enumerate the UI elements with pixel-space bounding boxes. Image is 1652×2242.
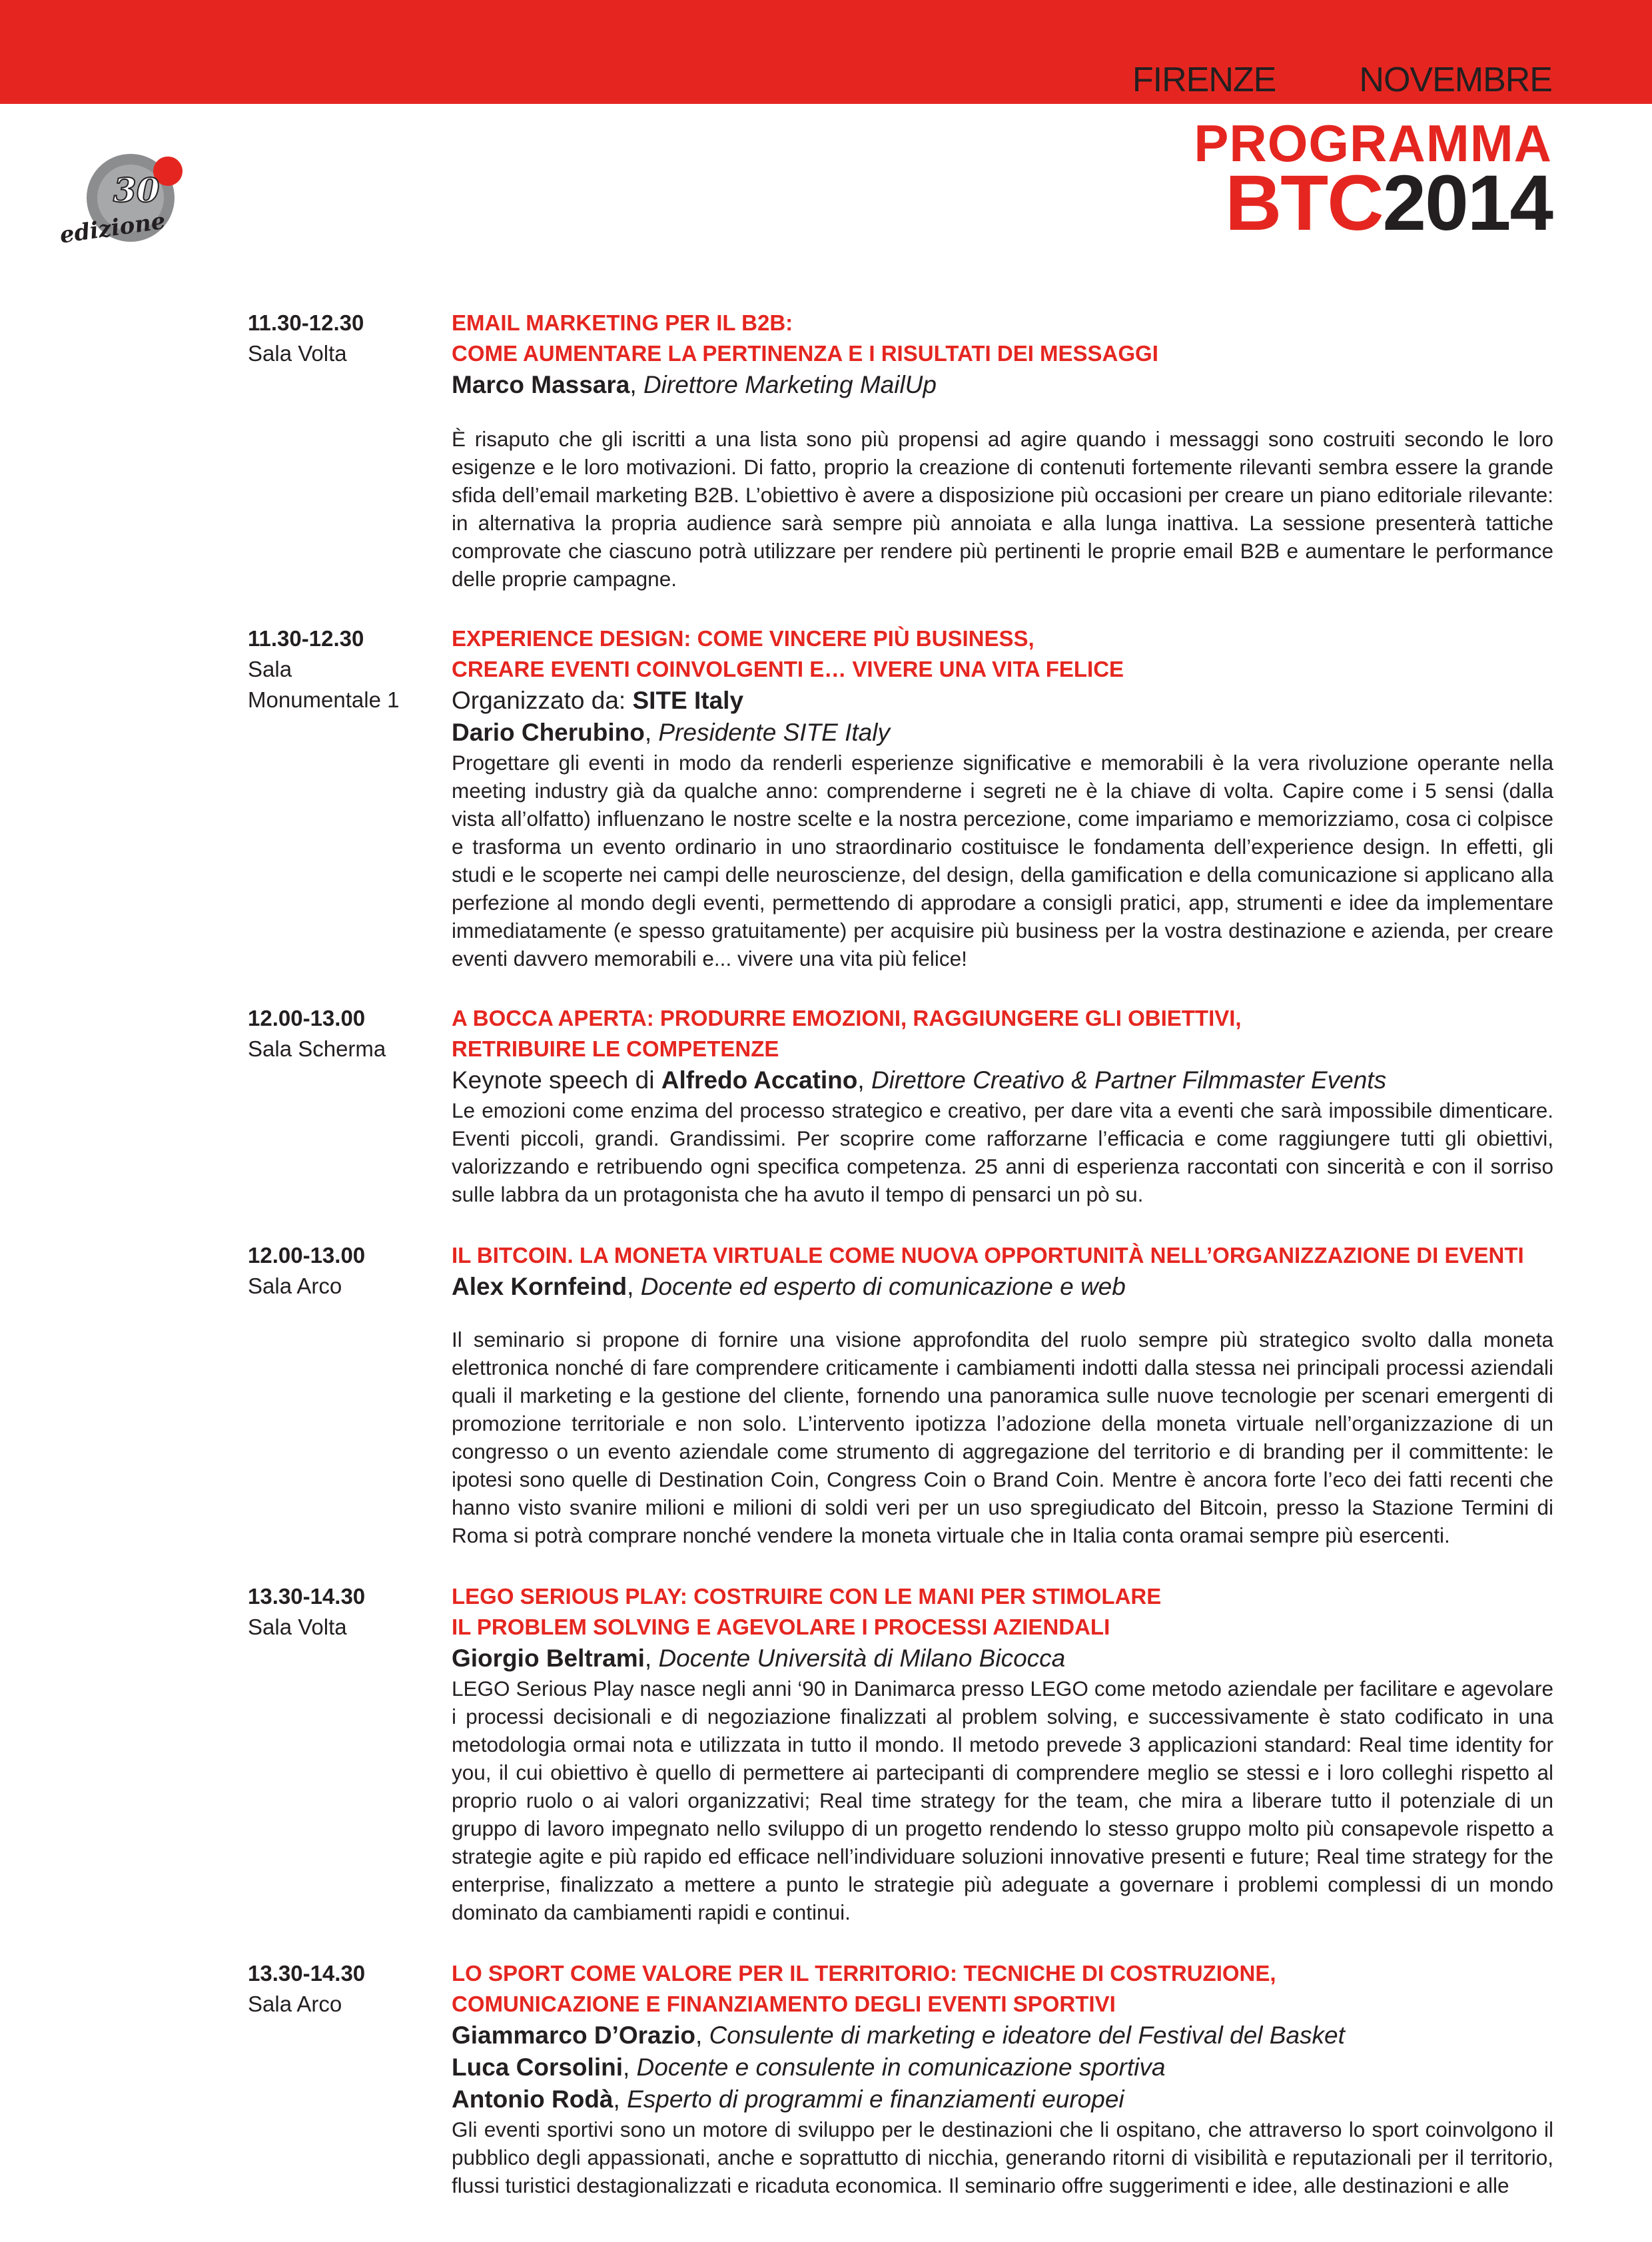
session-content xyxy=(452,1240,1553,1549)
speaker-separator: , xyxy=(629,371,643,398)
speaker-role: Direttore Marketing MailUp xyxy=(643,371,937,398)
speaker-role: Consulente di marketing e ideatore del Festival del Basket xyxy=(709,2022,1345,2049)
session-room: Sala Scherma xyxy=(248,1036,386,1061)
session-room: Sala Arco xyxy=(248,1274,342,1298)
speaker-line xyxy=(452,1064,1553,1096)
speaker-role: Esperto di programmi e finanziamenti europei xyxy=(627,2085,1124,2113)
programma-heading: PROGRAMMA xyxy=(1194,114,1552,173)
speaker-separator: , xyxy=(644,719,659,746)
day-start: 11 xyxy=(1276,61,1311,99)
speaker-line xyxy=(452,2052,1553,2083)
speaker-name: Alex Kornfeind xyxy=(452,1273,627,1300)
header-right xyxy=(1132,53,1552,247)
btc-word: BTC xyxy=(1224,159,1383,247)
speaker-list xyxy=(452,1271,1553,1303)
session-description: Il seminario si propone di fornire una visione approfondita del ruolo sempre più strategico svolto dalla moneta elettronica nonché di fare comprendere criticamente i cambiamenti indotti dalla stessa nei principali processi aziendali quali il marketing e la gestione del cliente, fornendo una panoramica sulle nuove tecnologie per scenari emergenti di promozione territoriale e non solo. L’intervento ipotizza l’adozione della moneta virtuale nell’organizzazione di un congresso o un evento aziendale come strumento di aggregazione del territorio e di branding per il committente: le ipotesi sono quelle di Destination Coin, Congress Coin o Brand Coin. Mentre è ancora forte l’eco dei fatti recenti che hanno visto svanire milioni e milioni di soldi veri per un uso spregiudicato del Bitcoin, presso la Stazione Termini di Roma si potrà comprare nonché vendere la moneta virtuale che in Italia conta oramai sempre più esercenti. xyxy=(452,1327,1553,1547)
session-time: 13.30-14.30 xyxy=(248,1961,366,1986)
session-title-line: A BOCCA APERTA: PRODURRE EMOZIONI, RAGGIUNGERE GLI OBIETTIVI, xyxy=(452,1006,1242,1030)
session-content xyxy=(452,1003,1553,1208)
time-column xyxy=(248,623,452,972)
session-3 xyxy=(248,1003,1553,1208)
speaker-line xyxy=(452,2020,1553,2052)
speaker-line xyxy=(452,717,1553,749)
session-time: 13.30-14.30 xyxy=(248,1584,366,1609)
session-6 xyxy=(248,1958,1553,2199)
session-title xyxy=(452,623,1553,685)
session-content xyxy=(452,623,1553,972)
session-content xyxy=(452,1958,1553,2199)
time-column xyxy=(248,1240,452,1549)
speaker-line xyxy=(452,2083,1553,2115)
session-title xyxy=(452,1240,1553,1271)
speaker-separator: , xyxy=(613,2085,627,2113)
session-title xyxy=(452,1003,1553,1064)
speaker-line xyxy=(452,369,1553,401)
speaker-name: Giorgio Beltrami xyxy=(452,1645,645,1672)
speaker-role: Docente Università di Milano Bicocca xyxy=(658,1645,1066,1672)
speaker-list xyxy=(452,1643,1553,1675)
date-bullet: • xyxy=(1310,61,1322,99)
session-room: Sala Volta xyxy=(248,341,347,366)
session-title-line: IL BITCOIN. LA MONETA VIRTUALE COME NUOVA OPPORTUNITÀ NELL’ORGANIZZAZIONE DI EVENTI xyxy=(452,1243,1524,1268)
session-title-line: LO SPORT COME VALORE PER IL TERRITORIO: TECNICHE DI COSTRUZIONE, xyxy=(452,1961,1276,1986)
session-time: 12.00-13.00 xyxy=(248,1243,366,1268)
speaker-separator: , xyxy=(627,1273,641,1300)
session-description: Progettare gli eventi in modo da renderli esperienze significative e memorabili è la vera rivoluzione operante nella meeting industry già da qualche anno: comprenderne i segreti ne è la chiave di volta. Capire come i 5 sensi (dalla vista all’olfatto) influenzano le nostre scelte e la nostra percezione, come impariamo e memorizziamo, cosa ci colpisce e trasforma un evento ordinario in uno straordinario costituisce le fondamenta dell’experience design. In effetti, gli studi e le scoperte nei campi delle neuroscienze, del design, della gamification e della comunicazione si applicano alla perfezione al mondo degli eventi, permettendo di approdare a consigli pratici, app, strumenti e idee da implementare immediatamente (e spesso gratuitamente) per acquisire più business per la vostra destinazione e azienda, per creare eventi davvero memorabili e... vivere una vita più felice! xyxy=(452,751,1553,970)
btc-year: 2014 xyxy=(1382,159,1552,247)
time-column xyxy=(248,1003,452,1208)
session-4 xyxy=(248,1240,1553,1549)
time-column xyxy=(248,1958,452,2199)
session-title-line: EXPERIENCE DESIGN: COME VINCERE PIÙ BUSINESS, xyxy=(452,626,1034,651)
session-title xyxy=(452,308,1553,369)
speaker-name: SITE Italy xyxy=(632,687,744,714)
speaker-list xyxy=(452,685,1553,749)
speaker-prefix: Keynote speech di xyxy=(452,1066,661,1094)
speaker-list xyxy=(452,369,1553,401)
speaker-name: Luca Corsolini xyxy=(452,2054,623,2081)
session-time: 12.00-13.00 xyxy=(248,1006,366,1030)
speaker-role: Docente ed esperto di comunicazione e web xyxy=(640,1273,1126,1300)
speaker-name: Antonio Rodà xyxy=(452,2085,614,2113)
city: FIRENZE xyxy=(1132,61,1276,99)
session-room: Sala Monumentale 1 xyxy=(248,657,400,712)
session-title-line: LEGO SERIOUS PLAY: COSTRUIRE CON LE MANI PER STIMOLARE xyxy=(452,1584,1162,1609)
speaker-name: Dario Cherubino xyxy=(452,719,645,746)
session-room: Sala Volta xyxy=(248,1615,347,1639)
speaker-list xyxy=(452,1064,1553,1096)
session-title-line: EMAIL MARKETING PER IL B2B: xyxy=(452,310,793,335)
speaker-role: Direttore Creativo & Partner Filmmaster Events xyxy=(871,1066,1387,1094)
speaker-separator: , xyxy=(622,2054,637,2081)
session-title-line: COMUNICAZIONE E FINANZIAMENTO DEGLI EVENTI SPORTIVI xyxy=(452,1992,1116,2016)
session-description: Le emozioni come enzima del processo strategico e creativo, per dare vita a eventi che sarà impossibile dimenticare. Eventi piccoli, grandi. Grandissimi. Per scoprire come rafforzarne l’efficacia e come raggiungere tutti gli obiettivi, valorizzando e retribuendo ogni specifica competenza. 25 anni di esperienza raccontati con sincerità e con il sorriso sulle labbra da un protagonista che ha avuto il tempo di pensarci un pò su. xyxy=(452,1098,1553,1206)
session-title-line: COME AUMENTARE LA PERTINENZA E I RISULTATI DEI MESSAGGI xyxy=(452,341,1158,366)
speaker-name: Giammarco D’Orazio xyxy=(452,2022,696,2049)
session-title-line: RETRIBUIRE LE COMPETENZE xyxy=(452,1036,779,1061)
session-description: È risaputo che gli iscritti a una lista sono più propensi ad agire quando i messaggi sono costruiti secondo le loro esigenze e le loro motivazioni. Di fatto, proprio la creazione di contenuti fortemente rilevanti sembra essere la grande sfida dell’email marketing B2B. L’obiettivo è avere a disposizione più occasioni per creare un piano editoriale rilevante: in alternativa la propria audience sarà sempre più annoiata e alla lunga inattiva. La sessione presenterà tattiche comprovate che ciascuno potrà utilizzare per rendere più pertinenti le proprie email B2B e aumentare le performance delle proprie campagne. xyxy=(452,427,1553,591)
speaker-line xyxy=(452,685,1553,717)
time-column xyxy=(248,1581,452,1926)
session-content xyxy=(452,1581,1553,1926)
speaker-prefix: Organizzato da: xyxy=(452,687,633,714)
btc-title xyxy=(1132,159,1552,247)
speaker-role: Presidente SITE Italy xyxy=(658,719,890,746)
speaker-name: Alfredo Accatino xyxy=(661,1066,858,1094)
session-5 xyxy=(248,1581,1553,1926)
session-time: 11.30-12.30 xyxy=(248,310,364,335)
program-list xyxy=(248,308,1553,2199)
event-dates xyxy=(1132,53,1552,107)
speaker-separator: , xyxy=(644,1645,659,1672)
session-title-line: IL PROBLEM SOLVING E AGEVOLARE I PROCESSI AZIENDALI xyxy=(452,1615,1110,1639)
session-description: Gli eventi sportivi sono un motore di sviluppo per le destinazioni che li ospitano, che attraverso lo sport coinvolgono il pubblico degli appassionati, anche e soprattutto di nicchia, generando ritorni di visibilità e reputazionali per il territorio, flussi turistici destagionalizzati e ricaduta economica. Il seminario offre suggerimenti e idee, alle destinazioni e alle xyxy=(452,2117,1553,2197)
session-2 xyxy=(248,623,1553,972)
speaker-name: Marco Massara xyxy=(452,371,630,398)
speaker-separator: , xyxy=(857,1066,871,1094)
speaker-separator: , xyxy=(695,2022,709,2049)
session-title-line: CREARE EVENTI COINVOLGENTI E… VIVERE UNA VITA FELICE xyxy=(452,657,1124,681)
time-column xyxy=(248,308,452,593)
session-description: LEGO Serious Play nasce negli anni ‘90 in Danimarca presso LEGO come metodo aziendale per facilitare e agevolare i processi decisionali e di negoziazione finalizzati al problem solving, e successivamente è stato codificato in una metodologia ormai nota e utilizzata in tutto il mondo. Il metodo prevede 3 applicazioni standard: Real time identity for you, il cui obiettivo è quello di permettere ai partecipanti di comprendere meglio se stessi e i loro colleghi rispetto al proprio ruolo o ai valori organizzativi; Real time strategy for the team, che mira a liberare tutto il potenziale di un gruppo di lavoro impegnato nello sviluppo di un progetto rendendo lo stesso gruppo molto più consapevole rispetto a strategie agite e più rapido ed efficace nell’individuare soluzioni innovative presenti e future; Real time strategy for the enterprise, finalizzato a mettere a punto le strategie più adeguate a governare i problemi complessi di un mondo dominato da cambiamenti rapidi e continui. xyxy=(452,1677,1553,1924)
speaker-role: Docente e consulente in comunicazione sportiva xyxy=(636,2054,1166,2081)
session-title xyxy=(452,1958,1553,2020)
speaker-list xyxy=(452,2020,1553,2115)
30-edizione-logo xyxy=(57,143,191,250)
svg-text:30: 30 xyxy=(113,171,160,210)
session-title xyxy=(452,1581,1553,1643)
session-time: 11.30-12.30 xyxy=(248,626,364,651)
month: NOVEMBRE xyxy=(1359,61,1552,99)
session-room: Sala Arco xyxy=(248,1992,342,2016)
speaker-line xyxy=(452,1271,1553,1303)
svg-text:edizione: edizione xyxy=(58,207,167,249)
speaker-line xyxy=(452,1643,1553,1675)
session-1 xyxy=(248,308,1553,593)
day-end: 12 xyxy=(1322,61,1360,99)
session-content xyxy=(452,308,1553,593)
